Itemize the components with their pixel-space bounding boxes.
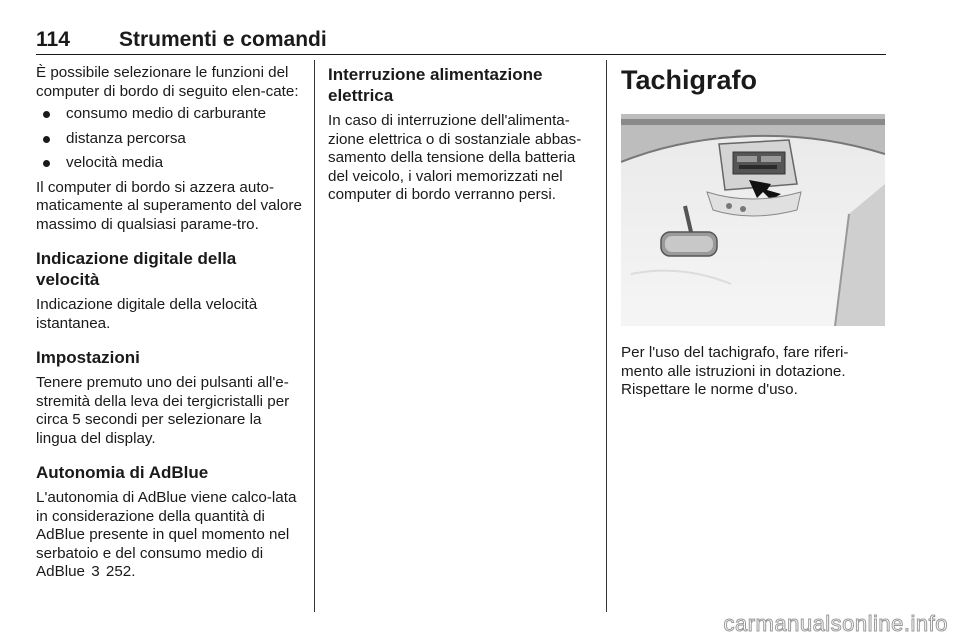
column-divider-1 [314,60,315,612]
list-item: distanza percorsa [36,130,304,149]
settings-paragraph: Tenere premuto uno dei pulsanti all'e-stremità della leva dei tergicristalli per circa 5 secondi per selezionare la lingua del display. [36,374,290,447]
tachograph-caption: Per l'uso del tachigrafo, fare riferi-mento alle istruzioni in dotazione. Rispettare le norme d'uso. [621,344,849,398]
section-title: Strumenti e comandi [119,28,327,51]
reset-paragraph: Il computer di bordo si azzera auto-maticamente al superamento del valore massimo di qualsiasi parame-tro. [36,178,302,233]
adblue-paragraph: L'autonomia di AdBlue viene calco-lata in considerazione della quantità di AdBlue presente in quel momento nel serbatoio e del consumo medio di AdBlue 3 252. [36,489,297,580]
column-3 [621,64,889,400]
tachograph-heading: Tachigrafo [621,65,758,95]
intro-paragraph: È possibile selezionare le funzioni del computer di bordo di seguito elen-cate: [36,64,299,100]
page-number: 114 [36,28,70,51]
function-list [36,105,304,173]
digital-speed-paragraph: Indicazione digitale della velocità istantanea. [36,296,258,332]
bullet-icon [43,136,50,143]
page-header [36,28,886,54]
power-interruption-heading: Interruzione alimentazione elettrica [328,65,543,105]
bullet-icon [43,111,50,118]
column-2 [328,64,593,205]
power-interruption-paragraph: In caso di interruzione dell'alimenta-zione elettrica o di sostanziale abbas-samento della tensione della batteria del veicolo, i valori memorizzati nel computer di bordo verranno persi. [328,112,582,203]
column-1 [36,64,304,582]
page-reference-icon[interactable]: 3 [91,563,100,580]
tachograph-illustration [621,114,885,326]
bullet-icon [43,160,50,167]
list-item: velocità media [36,154,304,173]
digital-speed-heading: Indicazione digitale della velocità [36,249,237,289]
page-reference[interactable]: 252. [105,563,136,580]
column-divider-2 [606,60,607,612]
list-item: consumo medio di carburante [36,105,304,124]
settings-heading: Impostazioni [36,348,140,367]
adblue-heading: Autonomia di AdBlue [36,463,209,482]
header-rule [36,54,886,55]
watermark-logo: carmanualsonline.info [723,611,948,636]
